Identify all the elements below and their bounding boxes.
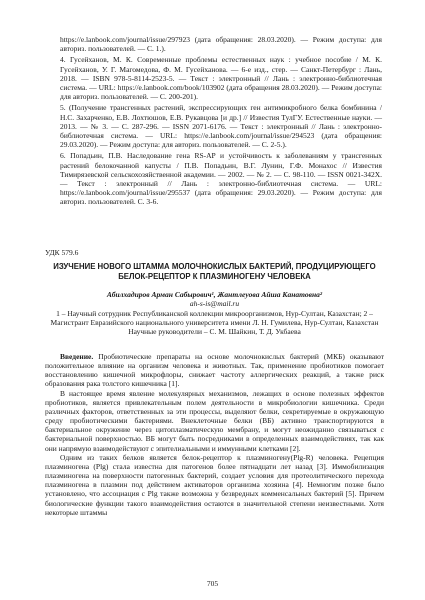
udk-code: УДК 579.6	[45, 248, 79, 257]
intro-label: Введение.	[60, 352, 94, 361]
author-names: Абилхадиров Арман Сабырович¹, Жантлеуова Айша Канатовна²	[106, 290, 323, 299]
intro-paragraph	[45, 352, 384, 389]
author-email: ah-s-is@mail.ru	[189, 299, 240, 309]
intro-text: Пробиотические препараты на основе молочнокислых бактерий (МКБ) оказывают положительное влияние на организм человека и животных. Так, применение пробиотиков помогает восстановлению кишечной микрофлоры, снижает частоту аллергических реакций, а также риск образования рака толстого кишечника [1].	[45, 352, 384, 389]
reference-item-4: 4. Гусейханов, М. К. Современные проблемы естественных наук : учебное пособие / М. К. Гусейханов, У. Г. Магомедова, Ф. М. Гусейханова. — 6-е изд., стер. — Санкт-Петербург : Лань, 2018. — ISBN 978-5-8114-2523-5. — Текст : электронный // Лань : электронно-библиотечная система. — URL: https://e.lanbook.com/book/103902 (дата обращения 28.03.2020). — Режим доступа: для авториз. пользователей. — С. 200-201).	[60, 55, 382, 102]
reference-item-5: 5. (Получение трансгенных растений, экспрессирующих ген антимикробного белка бомбинина / Н.С. Захарченко, Е.В. Лохтюшов, Е.В. Рукавцова [и др.] // Известия ТулГУ. Естественные науки. — 2013. — № 3. — С. 287-296. — ISSN 2071-6176. — Текст : электронный // Лань : электронно-библиотечная система. — URL: https://e.lanbook.com/journal/issue/294523 (дата обращения: 29.03.2020). — Режим доступа: для авториз. пользователей. — С. 2-5.).	[60, 103, 382, 150]
author-affiliation: 1 – Научный сотрудник Республиканской коллекции микроорганизмов, Нур-Султан, Казахстан; 2 – Магистрант Евразийского национального университета имени Л. Н. Гумилева, Нур-Султан, Казахстан	[50, 308, 379, 327]
reference-list	[60, 35, 382, 209]
supervisors: Научные руководители – С. М. Шайкин, Т. Д. Укбаева	[128, 327, 301, 337]
body-paragraph-3: Одним из таких белков является белок-рецептор к плазминогену(Plg-R) человека. Рецепция плазминогена (Plg) стала известна для патогенов более пятнадцати лет назад [3]. Иммобилизация плазминогена на поверхности патогенных бактерий, создает условия для протеолитического перехода плазминогена в плазмин под действием активаторов организма хозяина [4]. Немногим позже было установлено, что ассоциация с Plg также возможна у безвредных комменсальных бактерий [5]. Причем биологические функции такого взаимодействия остаются в значительной степени неизвестными. Хотя некоторые штаммы	[45, 452, 384, 517]
article-title: ИЗУЧЕНИЕ НОВОГО ШТАММА МОЛОЧНОКИСЛЫХ БАКТЕРИЙ, ПРОДУЦИРУЮЩЕГО БЕЛОК-РЕЦЕПТОР К ПЛАЗМИНОГЕНУ ЧЕЛОВЕКА	[53, 262, 376, 281]
author-block	[45, 290, 384, 336]
body-paragraph-2: В настоящее время явление молекулярных механизмов, лежащих в основе полезных эффектов пробиотиков, является привлекательным полем деятельности в микробиологии кишечника. Среди различных факторов, ответственных за эти процессы, выделяют белки, секретируемые в окружающую среду пробиотическими бактериями. Внеклеточные белки (ВБ) активно транспортируются в бактериальное окружение через цитоплазматическую мембрану, и могут неожиданно связываться с бактериальной поверхностью. ВБ могут быть посредниками в определенных взаимодействиях, так как они напрямую взаимодействуют с эпителиальными и иммунными клетками [2].	[45, 388, 384, 453]
reference-item-6: 6. Попадьин, П.В. Наследование гена RS-AP и устойчивость к заболеваниям у трансгенных растений белокочанной капусты / П.В. Попадьин, В.Г. Лунин, Г.Ф. Монахос // Известия Тимирязевской сельскохозяйственной академии. — 2002. — № 2. — С. 98-110. — ISSN 0021-342X. — Текст : электронный // Лань : электронно-библиотечная система. — URL: https://e.lanbook.com/journal/issue/295537 (дата обращения: 29.03.2020). — Режим доступа: для авториз. пользователей. С. 3-6.	[60, 151, 382, 207]
reference-continuation: https://e.lanbook.com/journal/issue/297923 (дата обращения: 28.03.2020). — Режим доступа: для авториз. пользователей. — С. 1.).	[60, 35, 382, 54]
article-body	[45, 352, 384, 517]
page-number: 705	[206, 579, 219, 588]
